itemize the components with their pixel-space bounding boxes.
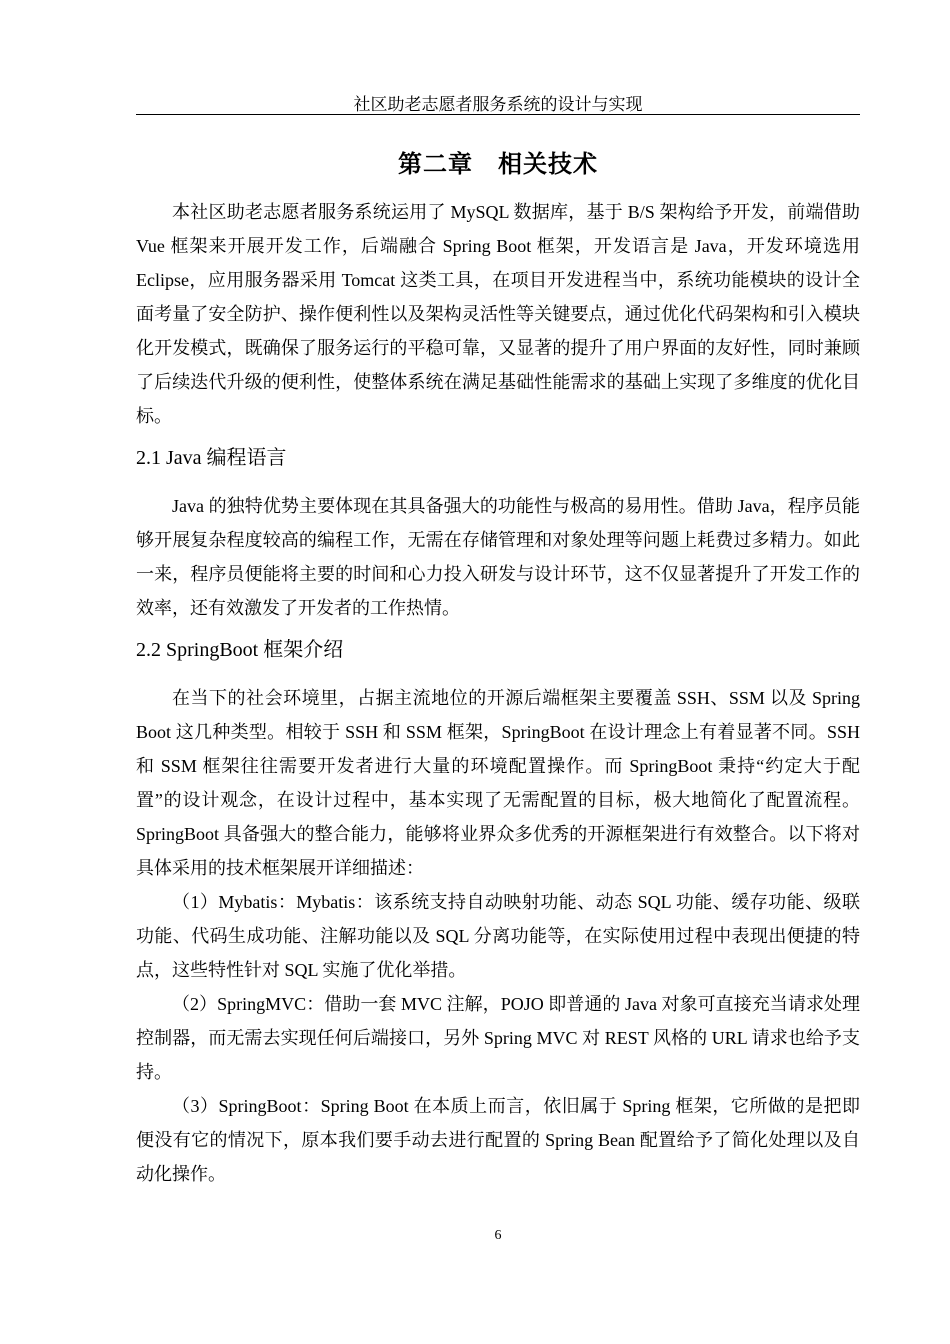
intro-paragraph: 本社区助老志愿者服务系统运用了 MySQL 数据库，基于 B/S 架构给予开发，前端借助 Vue 框架来开展开发工作，后端融合 Spring Boot 框架，开发语言是 Java，开发环境选用 Eclipse，应用服务器采用 Tomcat 这类工具，在项目开发进程当中，系统功能模块的设计全面考量了安全防护、操作便利性以及架构灵活性等关键要点，通过优化代码架构和引入模块化开发模式，既确保了服务运行的平稳可靠，又显著的提升了用户界面的友好性，同时兼顾了后续迭代升级的便利性，使整体系统在满足基础性能需求的基础上实现了多维度的优化目标。 bbox=[136, 202, 860, 426]
page-number: 6 bbox=[494, 1228, 502, 1243]
section-heading: 2.1 Java 编程语言 bbox=[136, 447, 287, 469]
section-2-1 bbox=[136, 443, 860, 625]
section-paragraph: 在当下的社会环境里，占据主流地位的开源后端框架主要覆盖 SSH、SSM 以及 Spring Boot 这几种类型。相较于 SSH 和 SSM 框架，SpringBoot 在设计理念上有着显著不同。SSH 和 SSM 框架往往需要开发者进行大量的环境配置操作。而 SpringBoot 秉持“约定大于配置”的设计观念，在设计过程中，基本实现了无需配置的目标，极大地简化了配置流程。SpringBoot 具备强大的整合能力，能够将业界众多优秀的开源框架进行有效整合。以下将对具体采用的技术框架展开详细描述： bbox=[136, 688, 860, 878]
chapter-title: 第二章 相关技术 bbox=[398, 150, 598, 178]
list-item: （2）SpringMVC：借助一套 MVC 注解，POJO 即普通的 Java 对象可直接充当请求处理控制器，而无需去实现任何后端接口，另外 Spring MVC 对 REST 风格的 URL 请求也给予支持。 bbox=[136, 994, 860, 1082]
section-2-2 bbox=[136, 635, 860, 1191]
header-rule bbox=[136, 114, 860, 115]
running-header: 社区助老志愿者服务系统的设计与实现 bbox=[353, 95, 643, 114]
intro-section bbox=[136, 195, 860, 433]
list-item: （1）Mybatis：Mybatis：该系统支持自动映射功能、动态 SQL 功能、缓存功能、级联功能、代码生成功能、注解功能以及 SQL 分离功能等，在实际使用过程中表现出便捷的特点，这些特性针对 SQL 实施了优化举措。 bbox=[136, 892, 860, 980]
section-heading: 2.2 SpringBoot 框架介绍 bbox=[136, 639, 344, 661]
section-paragraph: Java 的独特优势主要体现在其具备强大的功能性与极高的易用性。借助 Java，程序员能够开展复杂程度较高的编程工作，无需在存储管理和对象处理等问题上耗费过多精力。如此一来，程序员便能将主要的时间和心力投入研发与设计环节，这不仅显著提升了开发工作的效率，还有效激发了开发者的工作热情。 bbox=[136, 496, 860, 618]
list-item: （3）SpringBoot：Spring Boot 在本质上而言，依旧属于 Spring 框架，它所做的是把即便没有它的情况下，原本我们要手动去进行配置的 Spring Bean 配置给予了简化处理以及自动化操作。 bbox=[136, 1096, 860, 1184]
